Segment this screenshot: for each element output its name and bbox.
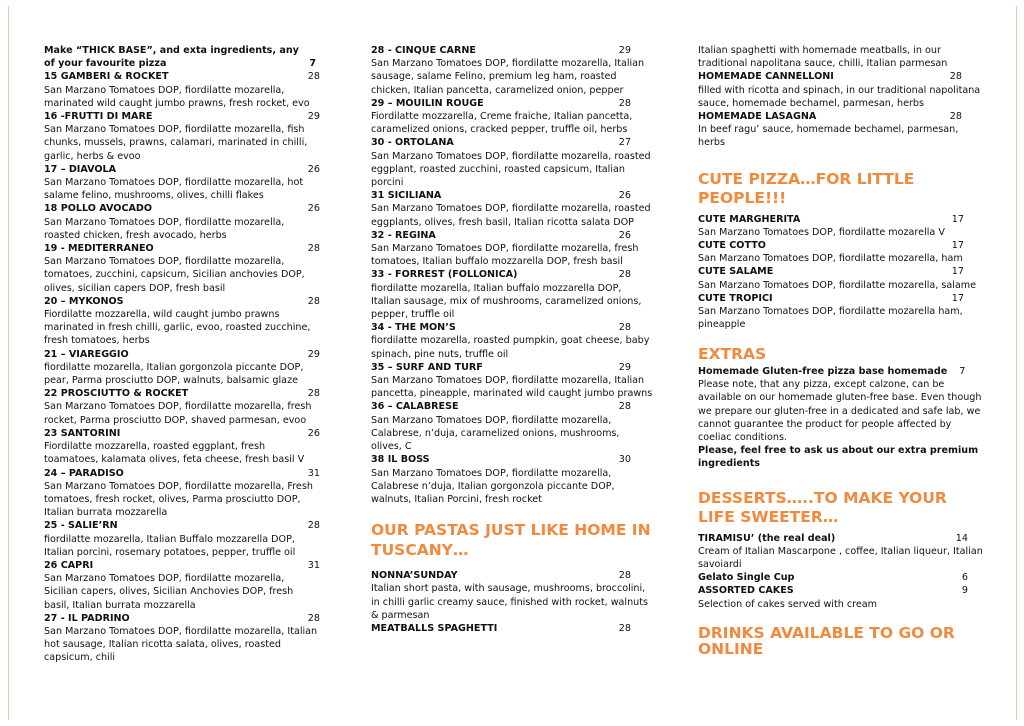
menu-item-description: Cream of Italian Mascarpone , coffee, Italian liqueur, Italian savoiardi (698, 545, 983, 570)
menu-item-name: TIRAMISU’ (the real deal) (698, 532, 836, 544)
menu-item-price: 28 (307, 243, 320, 255)
menu-item (698, 213, 984, 239)
menu-item (44, 202, 320, 242)
menu-item (44, 387, 320, 427)
menu-item-name: 16 -FRUTTI DI MARE (44, 111, 153, 123)
menu-item-name: 30 - ORTOLANA (371, 137, 454, 149)
menu-item (44, 163, 320, 203)
menu-item-name: MEATBALLS SPAGHETTI (371, 622, 498, 634)
menu-item-description: Italian short pasta, with sausage, mushrooms, broccolini, in chilli garlic creamy sauce, finished with rocket, walnuts & parmesan (371, 583, 649, 621)
menu-item (371, 569, 653, 622)
cute-pizza-heading: CUTE PIZZA…FOR LITTLE PEOPLE!!! (698, 169, 915, 208)
menu-item-description: Fiordilatte mozzarella, wild caught jumbo prawns marinated in fresh chilli, garlic, evoo, roasted zucchine, fresh tomatoes, herbs (44, 309, 311, 347)
menu-item-name: 38 IL BOSS (371, 454, 430, 466)
menu-item-price: 17 (951, 213, 964, 225)
menu-item (698, 239, 984, 265)
menu-item-description: San Marzano Tomatoes DOP, fiordilatte mozarella, fresh rocket, Parma prosciutto DOP, shaved parmesan, evoo (44, 401, 312, 426)
menu-item-price: 17 (951, 266, 964, 278)
menu-item-price: 28 (618, 401, 631, 413)
menu-item-name: 25 - SALIE’RN (44, 520, 118, 532)
menu-column-2 (371, 44, 653, 635)
menu-item-description: Fiordilatte mozzarella, Creme fraiche, Italian pancetta, caramelized onions, cracked pepper, truffle oil, herbs (371, 111, 633, 136)
menu-item-price: 28 (949, 71, 962, 83)
menu-item-price: 28 (618, 622, 631, 634)
thick-base-text: Make “THICK BASE”, and exta ingredients, any of your favourite pizza (44, 45, 299, 70)
menu-item-name: 35 – SURF AND TURF (371, 361, 483, 373)
menu-item-name: NONNA’SUNDAY (371, 570, 458, 582)
extras-note: Please, feel free to ask us about our extra premium ingredients (698, 445, 979, 470)
menu-item (698, 110, 984, 150)
menu-item-price: 26 (307, 203, 320, 215)
menu-item-price: 31 (307, 467, 320, 479)
menu-item-name: 17 – DIAVOLA (44, 163, 117, 175)
menu-item-description: San Marzano Tomatoes DOP, fiordilatte mozarella, Italian hot sausage, Italian ricotta salata, olives, roasted capsicum, chili (44, 625, 318, 664)
menu-item (371, 44, 653, 97)
menu-item-price: 26 (307, 163, 320, 175)
menu-item (698, 584, 984, 610)
meatballs-description: Italian spaghetti with homemade meatballs, in our traditional napolitana sauce, chilli, Italian parmesan (698, 45, 948, 70)
menu-item (44, 467, 320, 520)
pasta-section-heading: OUR PASTAS JUST LIKE HOME IN TUSCANY… (371, 521, 651, 559)
gluten-free-description: Please note, that any pizza, except calzone, can be available on our homemade gluten-free base. Even though we prepare our gluten-free in a dedicated and safe lab, we cannot guarantee the product for people affected by coeliac conditions. (698, 379, 982, 443)
thick-base-price: 7 (309, 58, 316, 70)
menu-item-description: San Marzano Tomatoes DOP, fiordilatte mozarella V (698, 226, 945, 238)
menu-item-name: 28 - CINQUE CARNE (371, 45, 476, 56)
menu-item (44, 427, 320, 467)
menu-item-name: HOMEMADE LASAGNA (698, 111, 817, 123)
menu-item-name: 19 - MEDITERRANEO (44, 243, 154, 255)
menu-item-name: 24 – PARADISO (44, 467, 124, 479)
menu-item-description: San Marzano Tomatoes DOP, fiordilatte mozarella, roasted chicken, fresh avocado, herbs (44, 216, 285, 241)
menu-item-price: 17 (951, 240, 964, 252)
menu-item-description: fiordilatte mozarella, Italian Buffalo mozzarella DOP, Italian porcini, rosemary potatoes, pepper, truffle oil (44, 533, 296, 558)
menu-item (371, 361, 653, 401)
menu-item-name: ASSORTED CAKES (698, 585, 794, 597)
menu-item (371, 97, 653, 137)
menu-item (44, 559, 320, 612)
menu-item-price: 28 (307, 520, 320, 532)
menu-item-description: San Marzano Tomatoes DOP, fiordilatte mozarella, fresh tomatoes, Italian buffalo mozzarella DOP, fresh basil (371, 243, 639, 268)
menu-column-3 (698, 44, 984, 657)
menu-item-price: 29 (618, 45, 631, 56)
menu-item-name: 27 - IL PADRINO (44, 612, 130, 624)
menu-item-name: Gelato Single Cup (698, 572, 795, 584)
menu-item-price: 26 (618, 190, 631, 202)
drinks-heading: DRINKS AVAILABLE TO GO OR ONLINE (698, 623, 955, 658)
menu-item (44, 519, 320, 559)
menu-item-price: 28 (307, 295, 320, 307)
menu-item-name: 15 GAMBERI & ROCKET (44, 71, 169, 83)
extras-heading: EXTRAS (698, 345, 767, 364)
menu-item-price: 28 (949, 111, 962, 123)
menu-item (44, 348, 320, 388)
menu-item (44, 242, 320, 295)
menu-item-price: 28 (618, 97, 631, 109)
menu-item-name: 22 PROSCIUTTO & ROCKET (44, 388, 189, 400)
menu-item-description: San Marzano Tomatoes DOP, fiordilatte mozarella, roasted eggplants, olives, fresh basil, Italian ricotta salata DOP (371, 203, 651, 228)
desserts-heading: DESSERTS…..TO MAKE YOUR LIFE SWEETER… (698, 488, 947, 527)
menu-item-name: 31 SICILIANA (371, 190, 442, 202)
menu-item-description: San Marzano Tomatoes DOP, fiordilatte mozarella, Fresh tomatoes, fresh rocket, olives, Parma prosciutto DOP, Italian burrata mozzarella (44, 480, 313, 519)
menu-item-price: 29 (307, 348, 320, 360)
menu-item (371, 136, 653, 189)
menu-item (371, 453, 653, 506)
menu-item-description: filled with ricotta and spinach, in our traditional napolitana sauce, homemade bechamel, parmesan, herbs (698, 84, 981, 109)
menu-item-price: 28 (307, 71, 320, 83)
menu-item (698, 571, 984, 584)
menu-item-price: 17 (951, 292, 964, 304)
menu-item-name: 36 – CALABRESE (371, 401, 459, 413)
menu-item-price: 28 (618, 570, 631, 582)
menu-item (44, 612, 320, 665)
menu-item-name: CUTE SALAME (698, 266, 774, 278)
menu-item (371, 400, 653, 453)
menu-item-name: 26 CAPRI (44, 559, 94, 571)
menu-item-name: CUTE TROPICI (698, 292, 773, 304)
menu-item-price: 29 (307, 111, 320, 123)
page-frame-right (1016, 6, 1017, 720)
menu-item (371, 321, 653, 361)
menu-item-price: 30 (618, 454, 631, 466)
menu-item-name: 18 POLLO AVOCADO (44, 203, 153, 215)
menu-item-description: San Marzano Tomatoes DOP, fiordilatte mozarella, Italian pancetta, pineapple, marinated wild caught jumbo prawns (371, 375, 653, 400)
menu-item-description: San Marzano Tomatoes DOP, fiordilatte mozarella, Calabrese, n’duja, caramelized onions, mushrooms, olives, C (371, 414, 620, 453)
menu-item (698, 265, 984, 291)
menu-item-price: 28 (618, 322, 631, 334)
menu-column-1 (44, 44, 320, 665)
menu-item-name: CUTE MARGHERITA (698, 213, 801, 225)
menu-item-price: 31 (307, 559, 320, 571)
gluten-free-name: Homemade Gluten-free pizza base homemade (698, 365, 948, 377)
thick-base-note (44, 44, 320, 70)
menu-item-name: 20 – MYKONOS (44, 295, 124, 307)
menu-item (371, 229, 653, 269)
menu-item-name: CUTE COTTO (698, 240, 766, 252)
menu-item (44, 70, 320, 110)
menu-item-price: 6 (961, 572, 968, 584)
menu-item-description: Fiordilatte mozzarella, roasted eggplant, fresh toamatoes, kalamata olives, feta cheese, fresh basil V (44, 441, 305, 466)
menu-item-price: 28 (307, 612, 320, 624)
menu-item-description: San Marzano Tomatoes DOP, fiordilatte mozarella, Italian sausage, salame Felino, premium leg ham, roasted chicken, Italian pancetta, caramelized onion, pepper (371, 58, 645, 96)
menu-item-name: HOMEMADE CANNELLONI (698, 71, 834, 83)
menu-item-description: San Marzano Tomatoes DOP, fiordilatte mozarella, roasted eggplant, roasted zucchini, roasted capsicum, Italian porcini (371, 150, 651, 189)
menu-item-description: In beef ragu’ sauce, homemade bechamel, parmesan, herbs (698, 124, 959, 149)
menu-item-price: 29 (618, 361, 631, 373)
menu-item-price: 28 (307, 388, 320, 400)
menu-item-name: 23 SANTORINI (44, 427, 121, 439)
gluten-free-item (698, 365, 984, 471)
menu-item-price: 28 (618, 269, 631, 281)
menu-item-name: 29 – MOUILIN ROUGE (371, 97, 484, 109)
menu-item-price: 26 (307, 427, 320, 439)
menu-item (698, 292, 984, 332)
menu-item-description: San Marzano Tomatoes DOP, fiordilatte mozarella, Sicilian capers, olives, Sicilian Anchovies DOP, fresh basil, Italian burrata mozzarella (44, 573, 294, 611)
menu-item (371, 622, 653, 635)
menu-item (698, 70, 984, 110)
menu-item (698, 532, 984, 572)
menu-item-name: 33 - FORREST (FOLLONICA) (371, 269, 518, 281)
menu-item-description: San Marzano Tomatoes DOP, fiordilatte mozarella, fish chunks, mussels, prawns, calamari, marinated in chilli, garlic, herbs & evoo (44, 124, 308, 162)
menu-item-description: San Marzano Tomatoes DOP, fiordilatte mozarella, Calabrese n’duja, Italian gorgonzola piccante DOP, walnuts, Italian Porcini, fresh rocket (371, 467, 615, 505)
menu-item-description: fiordilatte mozarella, Italian gorgonzola piccante DOP, pear, Parma prosciutto DOP, walnuts, balsamic glaze (44, 361, 304, 387)
menu-item (44, 110, 320, 163)
page-frame-left (8, 6, 9, 720)
menu-item-description: Selection of cakes served with cream (698, 598, 877, 610)
menu-item (371, 268, 653, 321)
gluten-free-price: 7 (959, 365, 966, 377)
menu-item-description: fiordilatte mozarella, Italian buffalo mozzarella DOP, Italian sausage, mix of mushrooms, caramelized onions, pepper, truffle oil (371, 282, 642, 321)
menu-item-description: fiordilatte mozarella, roasted pumpkin, goat cheese, baby spinach, pine nuts, truffle oil (371, 335, 650, 360)
menu-item-price: 14 (955, 532, 968, 544)
menu-item-name: 34 - THE MON’S (371, 322, 456, 334)
menu-item (371, 189, 653, 229)
menu-item-name: 21 – VIAREGGIO (44, 348, 129, 360)
menu-item-name: 32 - REGINA (371, 229, 436, 241)
menu-item-price: 27 (618, 137, 631, 149)
menu-item-price: 26 (618, 229, 631, 241)
menu-item-price: 9 (961, 585, 968, 597)
menu-item (44, 295, 320, 348)
menu-item-description: San Marzano Tomatoes DOP, fiordilatte mozarella, salame (698, 279, 977, 291)
menu-item-description: San Marzano Tomatoes DOP, fiordilatte mozarella ham, pineapple (698, 306, 963, 331)
menu-item-description: San Marzano Tomatoes DOP, fiordilatte mozarella, hot salame felino, mushrooms, olives, chilli flakes (44, 177, 304, 202)
menu-item-description: San Marzano Tomatoes DOP, fiordilatte mozarella, marinated wild caught jumbo prawns, fresh rocket, evo (44, 84, 310, 109)
menu-item-description: San Marzano Tomatoes DOP, fiordilatte mozarella, ham (698, 253, 963, 265)
menu-item-description: San Marzano Tomatoes DOP, fiordilatte mozarella, tomatoes, zucchini, capsicum, Sicilian anchovies DOP, olives, sicilian capers DOP, fresh basil (44, 256, 305, 294)
